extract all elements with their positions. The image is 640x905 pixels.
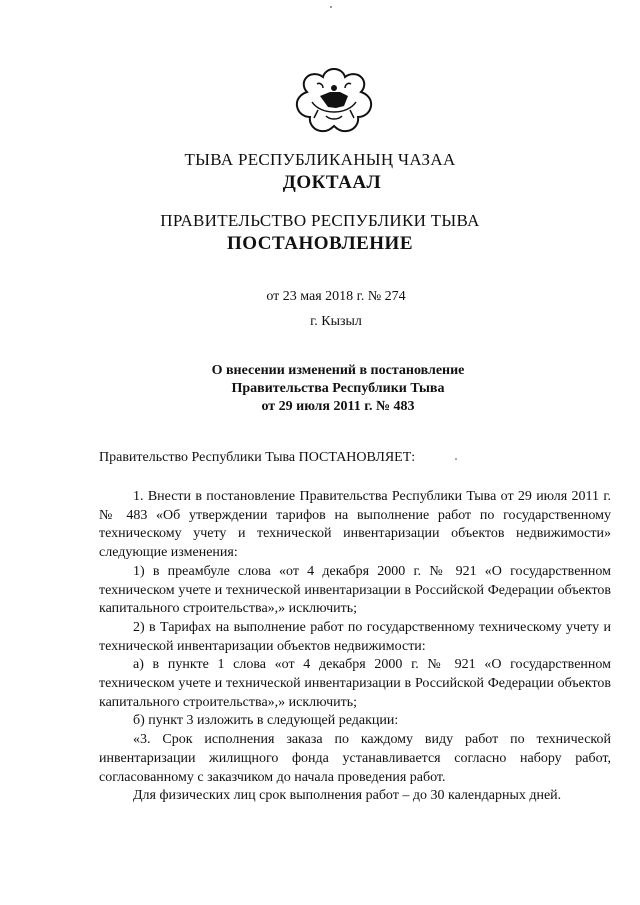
paragraph: 2) в Тарифах на выполнение работ по государственному техническому учету и технической инвентаризации объектов недвижимости: xyxy=(99,619,611,654)
paragraph: 1. Внести в постановление Правительства Республики Тыва от 29 июля 2011 г. № 483 «Об утверждении тарифов на выполнение работ по государственному техническому учету и технической инвентаризации объектов недвижимости» следующие изменения: xyxy=(99,489,611,561)
scan-speck xyxy=(330,6,332,8)
paragraph: б) пункт 3 изложить в следующей редакции: xyxy=(133,713,399,729)
paragraph: а) в пункте 1 слова «от 4 декабря 2000 г. № 921 «О государственном техническом учете и технической инвентаризации в Российской Федерации объектов капитального строительства»,» исключить; xyxy=(99,657,611,710)
title-line: О внесении изменений в постановление xyxy=(211,363,465,378)
paragraph: Для физических лиц срок выполнения работ – до 30 календарных дней. xyxy=(133,788,562,804)
paragraph: «3. Срок исполнения заказа по каждому виду работ по технической инвентаризации жилищного фонда устанавливается согласно набору работ, согласованному с заказчиком до начала проведения работ. xyxy=(99,732,611,785)
document-title xyxy=(18,362,640,416)
tyva-government-name: ТЫВА РЕСПУБЛИКАНЫҢ ЧАЗАА xyxy=(184,150,456,169)
tyva-document-type: ДОКТААЛ xyxy=(282,172,382,193)
resolution-body xyxy=(99,488,611,806)
scan-speck xyxy=(455,458,457,460)
document-type: ПОСТАНОВЛЕНИЕ xyxy=(226,233,414,254)
title-line: от 29 июля 2011 г. № 483 xyxy=(261,399,415,414)
resolution-intro: Правительство Республики Тыва ПОСТАНОВЛЯЕТ: xyxy=(99,450,416,465)
government-name: ПРАВИТЕЛЬСТВО РЕСПУБЛИКИ ТЫВА xyxy=(160,211,480,230)
document-city: г. Кызыл xyxy=(310,314,362,329)
document-date-number: от 23 мая 2018 г. № 274 xyxy=(266,289,406,304)
paragraph: 1) в преамбуле слова «от 4 декабря 2000 г. № 921 «О государственном техническом учете и технической инвентаризации в Российской Федерации объектов капитального строительства»,» исключить; xyxy=(99,563,611,617)
title-line: Правительства Республики Тыва xyxy=(231,381,445,396)
coat-of-arms-emblem-icon xyxy=(290,66,378,136)
